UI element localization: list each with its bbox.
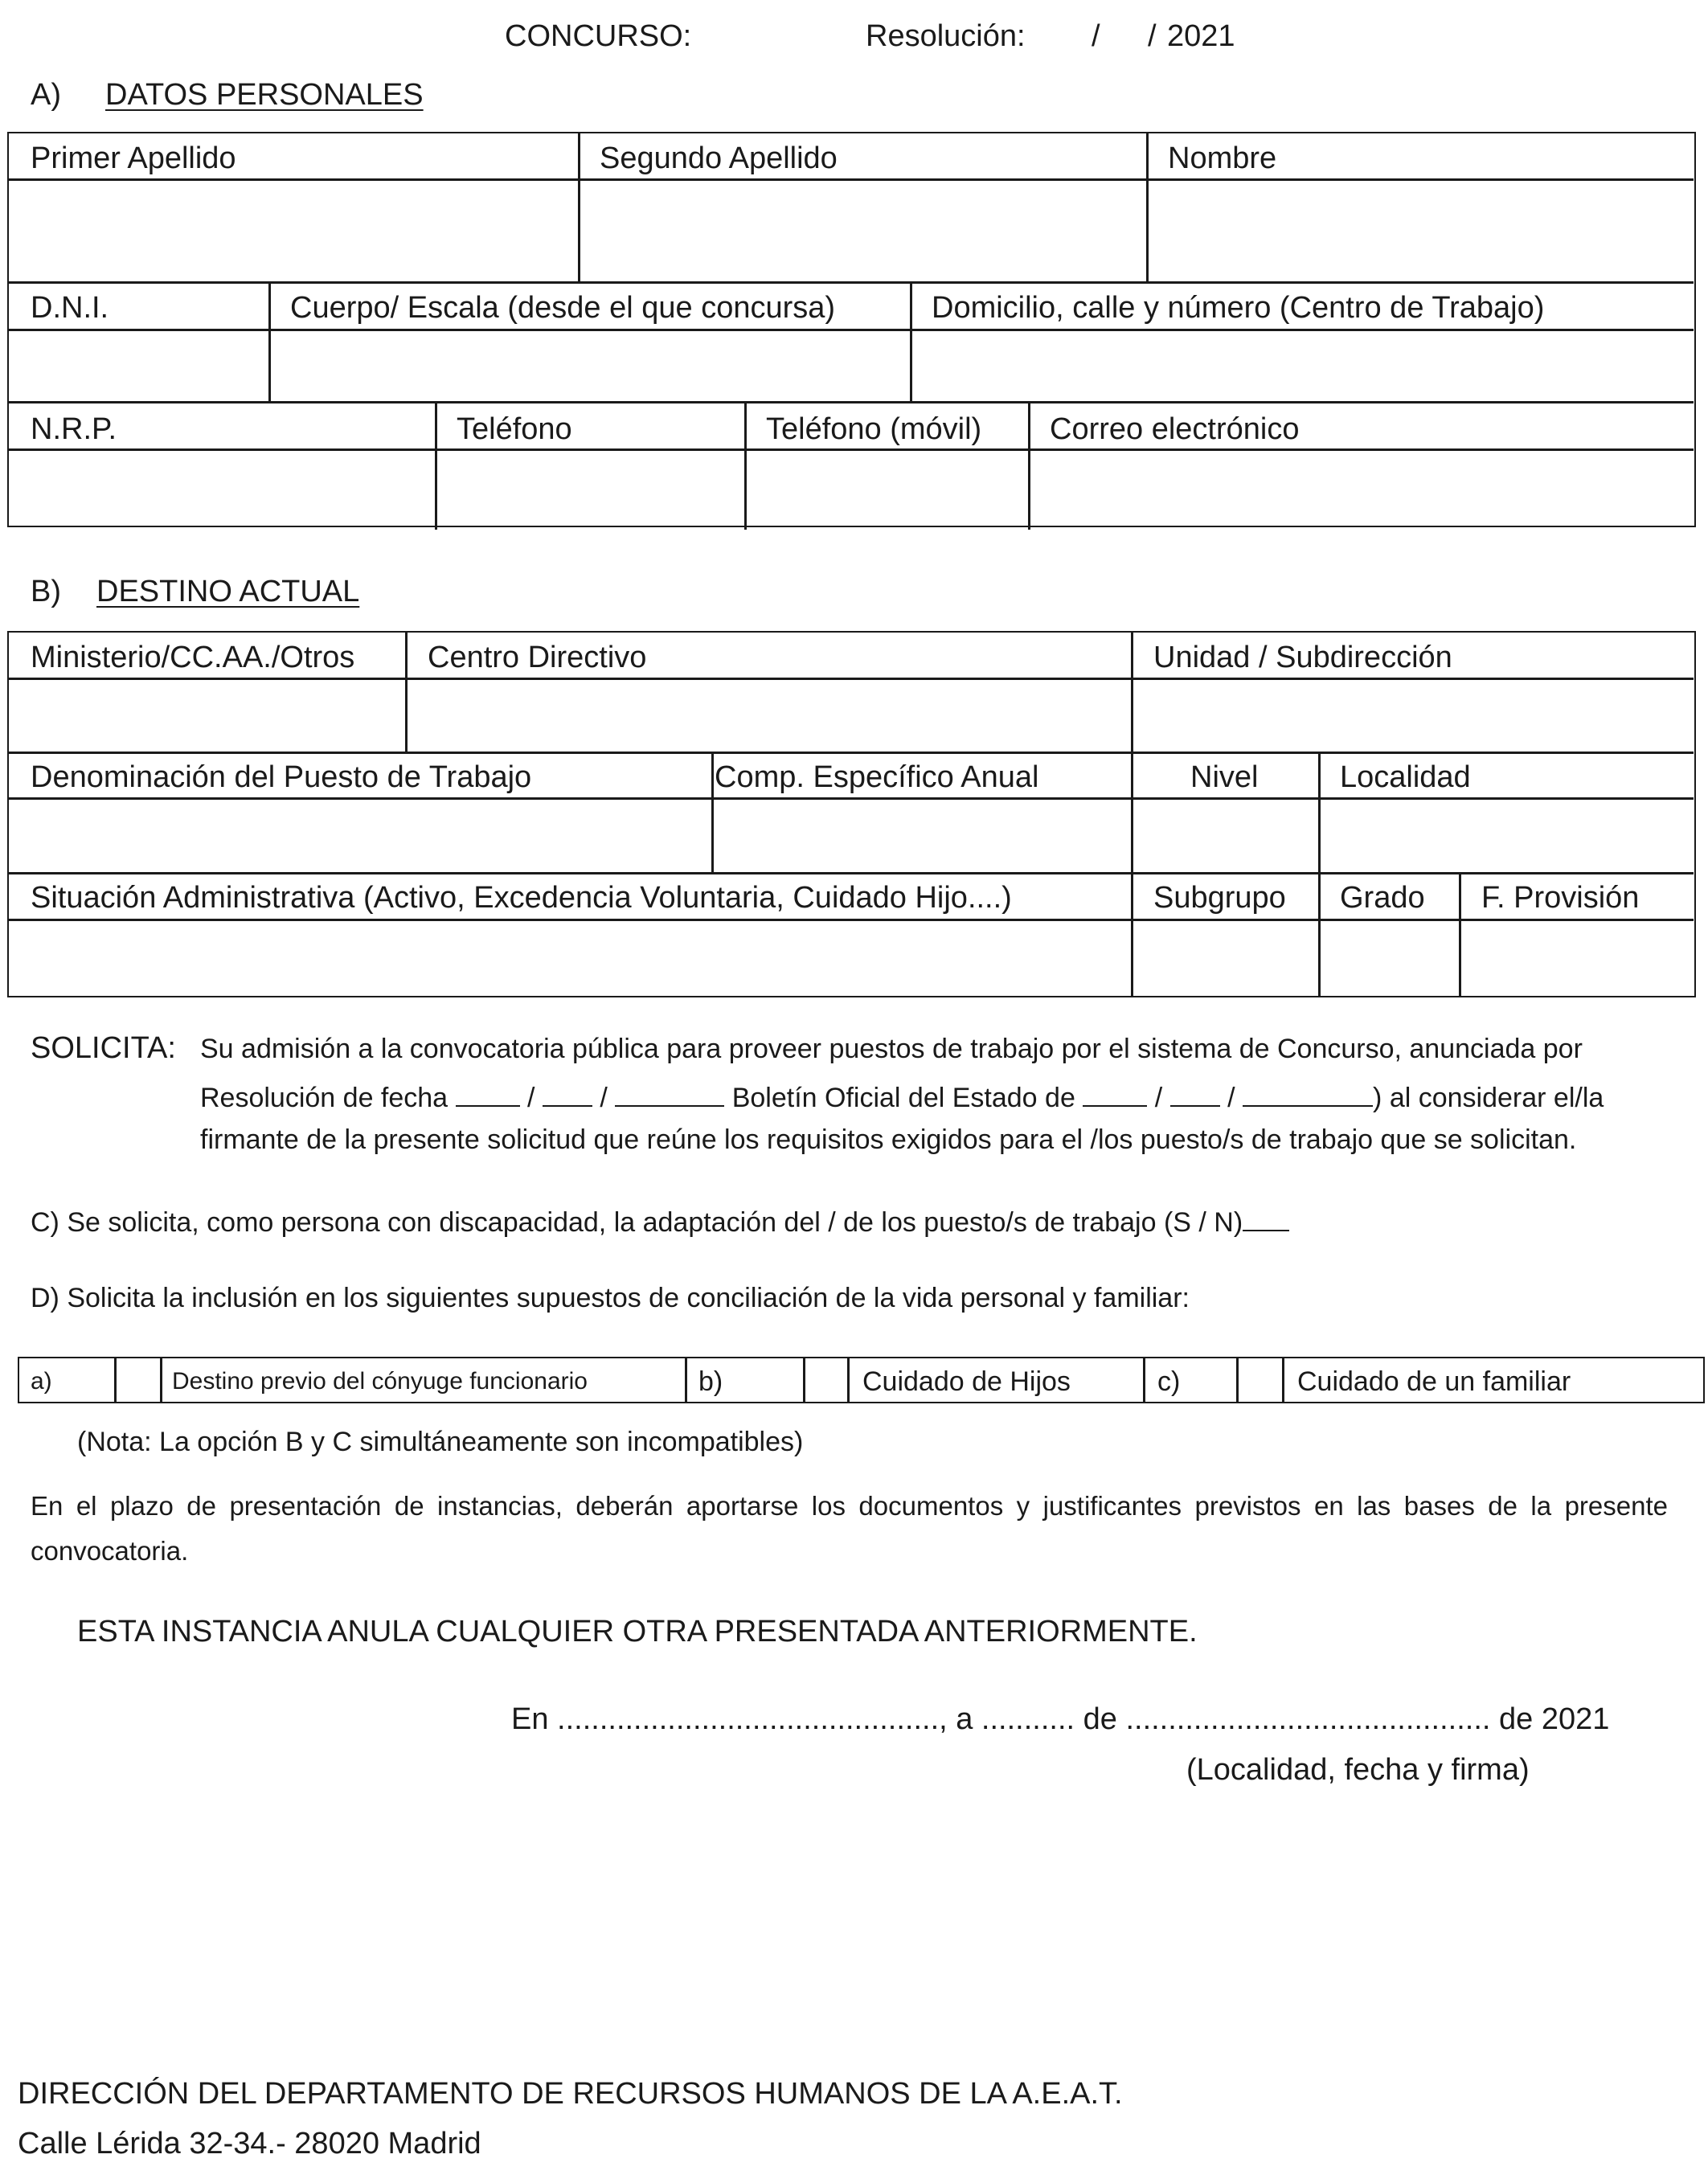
solicita-line-1: Su admisión a la convocatoria pública para proveer puestos de trabajo por el sistema de Concurso, anunciada por bbox=[200, 1034, 1583, 1064]
boe2-month-blank[interactable] bbox=[1170, 1081, 1220, 1107]
option-b-letter: b) bbox=[698, 1366, 723, 1397]
label-grado: Grado bbox=[1340, 881, 1425, 915]
section-d-note: (Nota: La opción B y C simultáneamente son incompatibles) bbox=[77, 1427, 804, 1457]
label-telefono: Teléfono bbox=[457, 412, 572, 446]
plazo-paragraph: En el plazo de presentación de instancias, deberán aportarse los documentos y justificantes previstos en las bases de la presente convocatoria. bbox=[31, 1491, 1668, 1566]
label-cuerpo-escala: Cuerpo/ Escala (desde el que concursa) bbox=[290, 291, 836, 325]
anula-notice: ESTA INSTANCIA ANULA CUALQUIER OTRA PRESENTADA ANTERIORMENTE. bbox=[77, 1615, 1198, 1649]
ministerio-input[interactable] bbox=[17, 686, 399, 747]
label-domicilio: Domicilio, calle y número (Centro de Trabajo) bbox=[932, 291, 1545, 325]
solicita-line-2 bbox=[200, 1081, 1669, 1112]
label-ministerio: Ministerio/CC.AA./Otros bbox=[31, 641, 355, 674]
label-nombre: Nombre bbox=[1168, 141, 1277, 175]
telefono-input[interactable] bbox=[443, 457, 739, 521]
boe2-day-blank[interactable] bbox=[1083, 1081, 1147, 1107]
slash: / bbox=[527, 1083, 535, 1113]
conciliacion-table bbox=[18, 1357, 1705, 1403]
label-comp-especifico: Comp. Específico Anual bbox=[715, 760, 1039, 794]
boe-year-blank[interactable] bbox=[615, 1081, 724, 1107]
section-c-text bbox=[31, 1206, 1289, 1236]
boe-month-blank[interactable] bbox=[543, 1081, 592, 1107]
option-b-label: Cuidado de Hijos bbox=[862, 1366, 1071, 1397]
option-c-letter: c) bbox=[1157, 1366, 1181, 1397]
comp-especifico-input[interactable] bbox=[719, 805, 1125, 867]
section-a-letter: A) bbox=[31, 78, 61, 112]
option-c-label: Cuidado de un familiar bbox=[1297, 1366, 1571, 1397]
boe2-year-blank[interactable] bbox=[1243, 1081, 1373, 1107]
solicita-considerar-text: ) al considerar el/la bbox=[1373, 1083, 1604, 1113]
option-c-checkbox[interactable] bbox=[1239, 1358, 1280, 1402]
slash: / bbox=[600, 1083, 608, 1113]
localidad-input[interactable] bbox=[1326, 805, 1690, 867]
discapacidad-sn-blank[interactable] bbox=[1243, 1206, 1289, 1231]
resolucion-label: Resolución: bbox=[866, 19, 1026, 53]
section-d-text: D) Solicita la inclusión en los siguientes supuestos de conciliación de la vida personal y familiar: bbox=[31, 1283, 1190, 1313]
footer-direccion: DIRECCIÓN DEL DEPARTAMENTO DE RECURSOS HUMANOS DE LA A.E.A.T. bbox=[18, 2077, 1123, 2111]
label-primer-apellido: Primer Apellido bbox=[31, 141, 236, 175]
telefono-movil-input[interactable] bbox=[752, 457, 1022, 521]
label-localidad: Localidad bbox=[1340, 760, 1471, 794]
concurso-label: CONCURSO: bbox=[505, 19, 692, 53]
subgrupo-input[interactable] bbox=[1139, 927, 1313, 989]
label-f-provision: F. Provisión bbox=[1481, 881, 1640, 915]
slash: / bbox=[1154, 1083, 1163, 1113]
segundo-apellido-input[interactable] bbox=[586, 186, 1141, 275]
nrp-input[interactable] bbox=[17, 457, 428, 521]
denominacion-input[interactable] bbox=[17, 805, 705, 867]
section-b-letter: B) bbox=[31, 575, 61, 608]
correo-input[interactable] bbox=[1036, 457, 1689, 521]
option-a-checkbox[interactable] bbox=[117, 1358, 158, 1402]
nivel-input[interactable] bbox=[1139, 805, 1313, 867]
solicita-boe-text: Boletín Oficial del Estado de bbox=[731, 1083, 1075, 1113]
destino-actual-table bbox=[7, 631, 1696, 997]
solicita-label: SOLICITA: bbox=[31, 1031, 176, 1065]
boe-day-blank[interactable] bbox=[456, 1081, 520, 1107]
label-centro-directivo: Centro Directivo bbox=[428, 641, 647, 674]
label-unidad: Unidad / Subdirección bbox=[1153, 641, 1452, 674]
label-subgrupo: Subgrupo bbox=[1153, 881, 1286, 915]
unidad-input[interactable] bbox=[1139, 686, 1689, 747]
solicita-resolucion-text: Resolución de fecha bbox=[200, 1083, 449, 1113]
date-slash: / bbox=[1148, 19, 1157, 53]
label-situacion: Situación Administrativa (Activo, Excedencia Voluntaria, Cuidado Hijo....) bbox=[31, 881, 1012, 915]
cuerpo-escala-input[interactable] bbox=[276, 336, 903, 396]
date-slash: / bbox=[1092, 19, 1100, 53]
option-a-letter: a) bbox=[31, 1368, 52, 1395]
signature-place-date-line: En ............................................., a ........... de ........................................... de 2021 bbox=[511, 1702, 1610, 1736]
section-a-title: DATOS PERSONALES bbox=[105, 78, 424, 112]
section-b-title: DESTINO ACTUAL bbox=[96, 575, 360, 608]
signature-caption: (Localidad, fecha y firma) bbox=[1186, 1753, 1530, 1787]
f-provision-input[interactable] bbox=[1467, 927, 1689, 989]
primer-apellido-input[interactable] bbox=[17, 186, 571, 275]
slash: / bbox=[1227, 1083, 1235, 1113]
label-segundo-apellido: Segundo Apellido bbox=[600, 141, 838, 175]
label-dni: D.N.I. bbox=[31, 291, 109, 325]
resolution-year: 2021 bbox=[1167, 19, 1235, 53]
dni-input[interactable] bbox=[17, 336, 262, 396]
nombre-input[interactable] bbox=[1154, 186, 1689, 275]
label-correo: Correo electrónico bbox=[1050, 412, 1300, 446]
domicilio-input[interactable] bbox=[918, 336, 1690, 396]
centro-directivo-input[interactable] bbox=[413, 686, 1124, 747]
label-nrp: N.R.P. bbox=[31, 412, 117, 446]
label-telefono-movil: Teléfono (móvil) bbox=[766, 412, 982, 446]
section-c-question: C) Se solicita, como persona con discapacidad, la adaptación del / de los puesto/s de trabajo (S / N) bbox=[31, 1207, 1243, 1238]
concurso-input[interactable] bbox=[723, 18, 852, 53]
grado-input[interactable] bbox=[1326, 927, 1453, 989]
option-a-label: Destino previo del cónyuge funcionario bbox=[172, 1368, 588, 1395]
label-denominacion: Denominación del Puesto de Trabajo bbox=[31, 760, 532, 794]
label-nivel: Nivel bbox=[1190, 760, 1259, 794]
option-b-checkbox[interactable] bbox=[805, 1358, 846, 1402]
personal-data-table bbox=[7, 132, 1696, 527]
solicita-line-3: firmante de la presente solicitud que reúne los requisitos exigidos para el /los puesto/s de trabajo que se solicitan. bbox=[200, 1124, 1577, 1155]
situacion-input[interactable] bbox=[17, 927, 1124, 989]
footer-address: Calle Lérida 32-34.- 28020 Madrid bbox=[18, 2127, 481, 2160]
